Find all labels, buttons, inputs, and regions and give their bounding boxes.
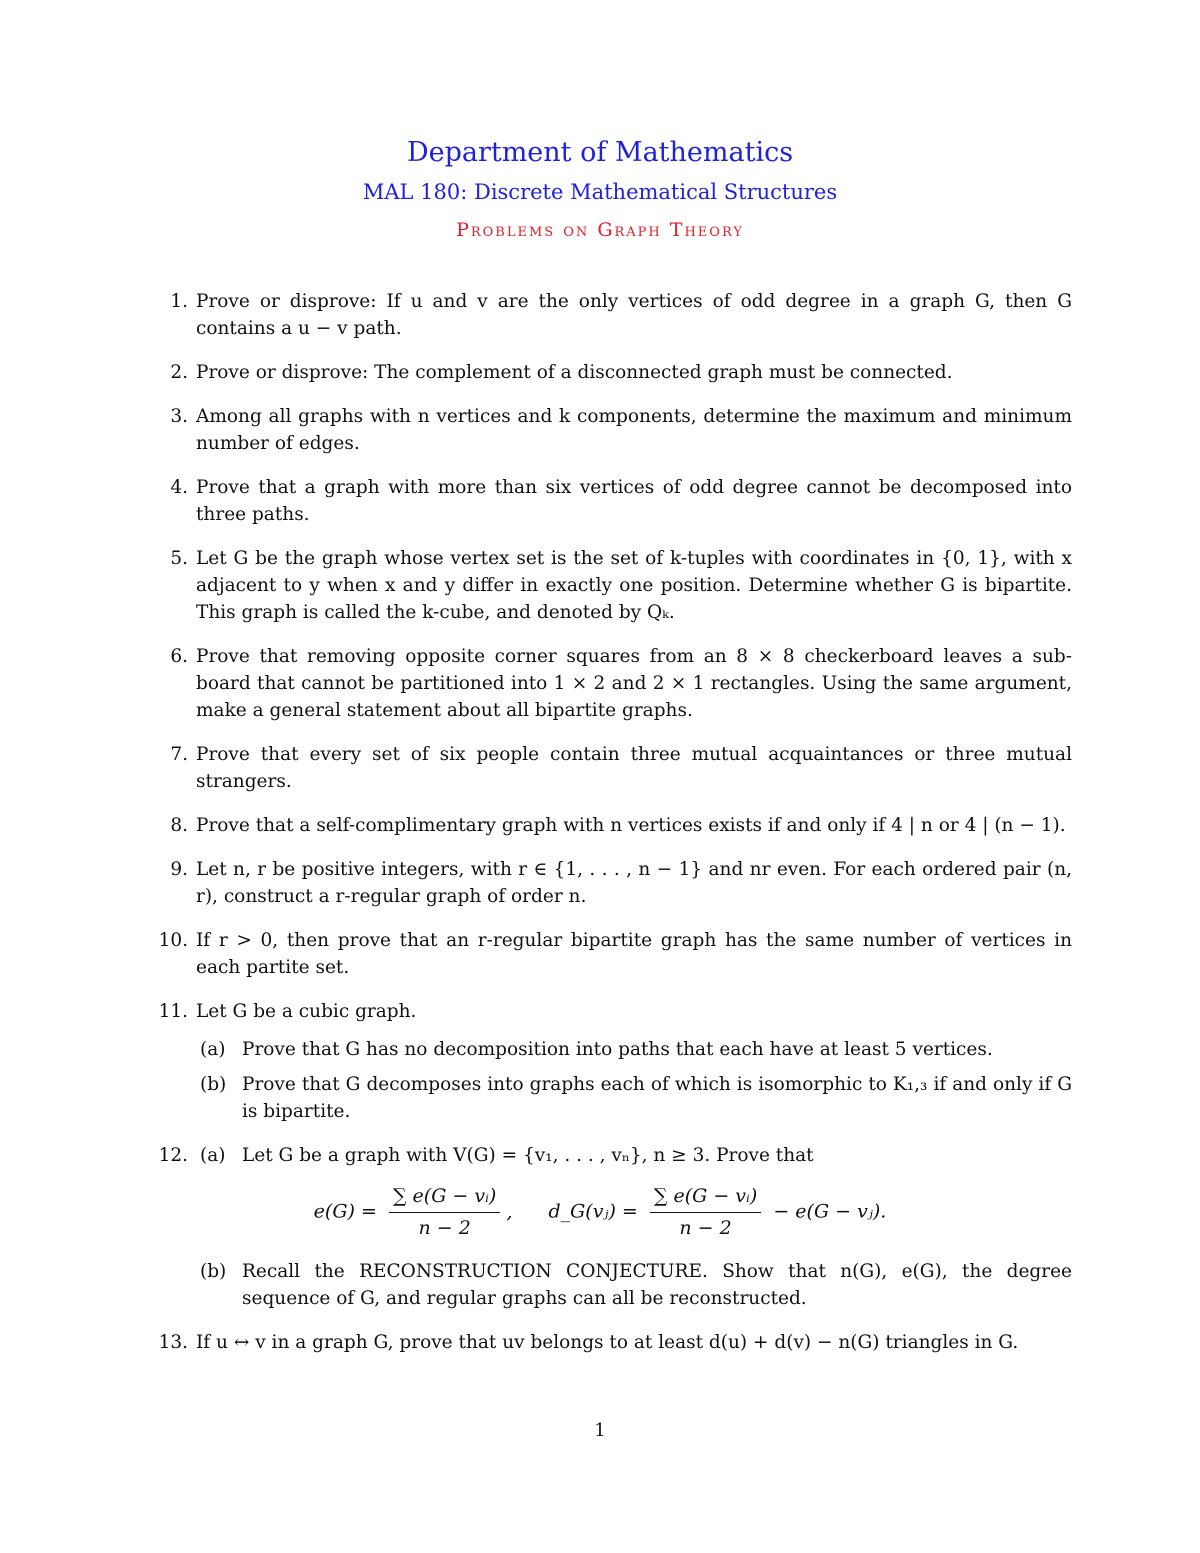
- problem-9: [0, 856, 1200, 910]
- subpart-text: Prove that G decomposes into graphs each of which is isomorphic to K₁,₃ if and only if G is bipartite.: [242, 1074, 1072, 1122]
- problem-text: Prove that a graph with more than six vertices of odd degree cannot be decomposed into three paths.: [196, 477, 1072, 525]
- fraction: [650, 1183, 761, 1242]
- formula-lhs-degree: d_G(vⱼ) =: [548, 1200, 638, 1223]
- problem-number: 8.: [170, 815, 188, 836]
- subpart-label: (b): [200, 1074, 227, 1095]
- problem-text: Prove that a self-complimentary graph with n vertices exists if and only if 4 | n or 4 | (n − 1).: [196, 815, 1066, 836]
- subpart-text: Prove that G has no decomposition into paths that each have at least 5 vertices.: [242, 1039, 993, 1060]
- problem-number: 12.: [158, 1145, 188, 1166]
- problem-12a: [0, 1142, 1200, 1169]
- problem-text: Prove that every set of six people contain three mutual acquaintances or three mutual strangers.: [196, 744, 1072, 792]
- problem-11: [0, 998, 1200, 1025]
- problem-number: 9.: [170, 859, 188, 880]
- problem-number: 2.: [170, 362, 188, 383]
- problem-12b: [0, 1258, 1200, 1312]
- formula-separator: ,: [506, 1200, 513, 1223]
- problem-set-subtitle: Problems on Graph Theory: [456, 219, 744, 241]
- reconstruction-formulas: [0, 1169, 1200, 1258]
- formula-tail: − e(G − vⱼ).: [773, 1200, 887, 1223]
- problem-number: 7.: [170, 744, 188, 765]
- formula-lhs-edges: e(G) =: [313, 1200, 377, 1223]
- problem-4: [0, 474, 1200, 528]
- problem-5: [0, 545, 1200, 626]
- problem-text: Prove or disprove: If u and v are the only vertices of odd degree in a graph G, then G contains a u − v path.: [196, 291, 1072, 339]
- fraction-denominator: n − 2: [418, 1217, 471, 1239]
- problem-number: 5.: [170, 548, 188, 569]
- problem-text: Let G be a cubic graph.: [196, 1001, 417, 1022]
- problem-8: [0, 812, 1200, 839]
- subpart-text: Recall the RECONSTRUCTION CONJECTURE. Show that n(G), e(G), the degree sequence of G, and regular graphs can all be reconstructed.: [242, 1261, 1072, 1309]
- fraction-numerator: ∑ e(G − vᵢ): [650, 1183, 761, 1213]
- problem-text: Let G be the graph whose vertex set is the set of k-tuples with coordinates in {0, 1}, with x adjacent to y when x and y differ in exactly one position. Determine whether G is bipartite. This graph is called the k-cube, and denoted by Qₖ.: [196, 548, 1072, 623]
- fraction-numerator: ∑ e(G − vᵢ): [389, 1183, 500, 1213]
- problem-number: 10.: [158, 930, 188, 951]
- problem-12: [0, 1142, 1200, 1312]
- problem-text: If u ↔ v in a graph G, prove that uv belongs to at least d(u) + d(v) − n(G) triangles in G.: [196, 1332, 1019, 1353]
- problem-1: [0, 288, 1200, 342]
- subpart-label: (b): [200, 1261, 227, 1282]
- problem-11b: [0, 1071, 1200, 1125]
- problem-11a: [0, 1036, 1200, 1063]
- problem-text: Let n, r be positive integers, with r ∈ {1, . . . , n − 1} and nr even. For each ordered pair (n, r), construct a r-regular graph of order n.: [196, 859, 1072, 907]
- fraction: [389, 1183, 500, 1242]
- problem-2: [0, 359, 1200, 386]
- problem-10: [0, 927, 1200, 981]
- problem-text: Prove or disprove: The complement of a disconnected graph must be connected.: [196, 362, 953, 383]
- problem-number: 3.: [170, 406, 188, 427]
- problem-number: 13.: [158, 1332, 188, 1353]
- problem-number: 6.: [170, 646, 188, 667]
- subpart-label: (a): [200, 1145, 226, 1166]
- problem-3: [0, 403, 1200, 457]
- course-title: MAL 180: Discrete Mathematical Structures: [362, 180, 838, 204]
- problem-list: [0, 288, 1200, 1373]
- problem-13: [0, 1329, 1200, 1356]
- subpart-text: Let G be a graph with V(G) = {v₁, . . . , vₙ}, n ≥ 3. Prove that: [242, 1145, 814, 1166]
- problem-number: 1.: [170, 291, 188, 312]
- problem-number: 4.: [170, 477, 188, 498]
- problem-7: [0, 741, 1200, 795]
- subpart-label: (a): [200, 1039, 226, 1060]
- problem-text: If r > 0, then prove that an r-regular bipartite graph has the same number of vertices in each partite set.: [196, 930, 1072, 978]
- department-title: Department of Mathematics: [406, 137, 794, 168]
- problem-text: Prove that removing opposite corner squares from an 8 × 8 checkerboard leaves a sub-board that cannot be partitioned into 1 × 2 and 2 × 1 rectangles. Using the same argument, make a general statement about all bipartite graphs.: [196, 646, 1072, 721]
- problem-number: 11.: [158, 1001, 188, 1022]
- problem-text: Among all graphs with n vertices and k components, determine the maximum and minimum number of edges.: [196, 406, 1072, 454]
- problem-6: [0, 643, 1200, 724]
- fraction-denominator: n − 2: [679, 1217, 732, 1239]
- page-number: 1: [594, 1420, 606, 1441]
